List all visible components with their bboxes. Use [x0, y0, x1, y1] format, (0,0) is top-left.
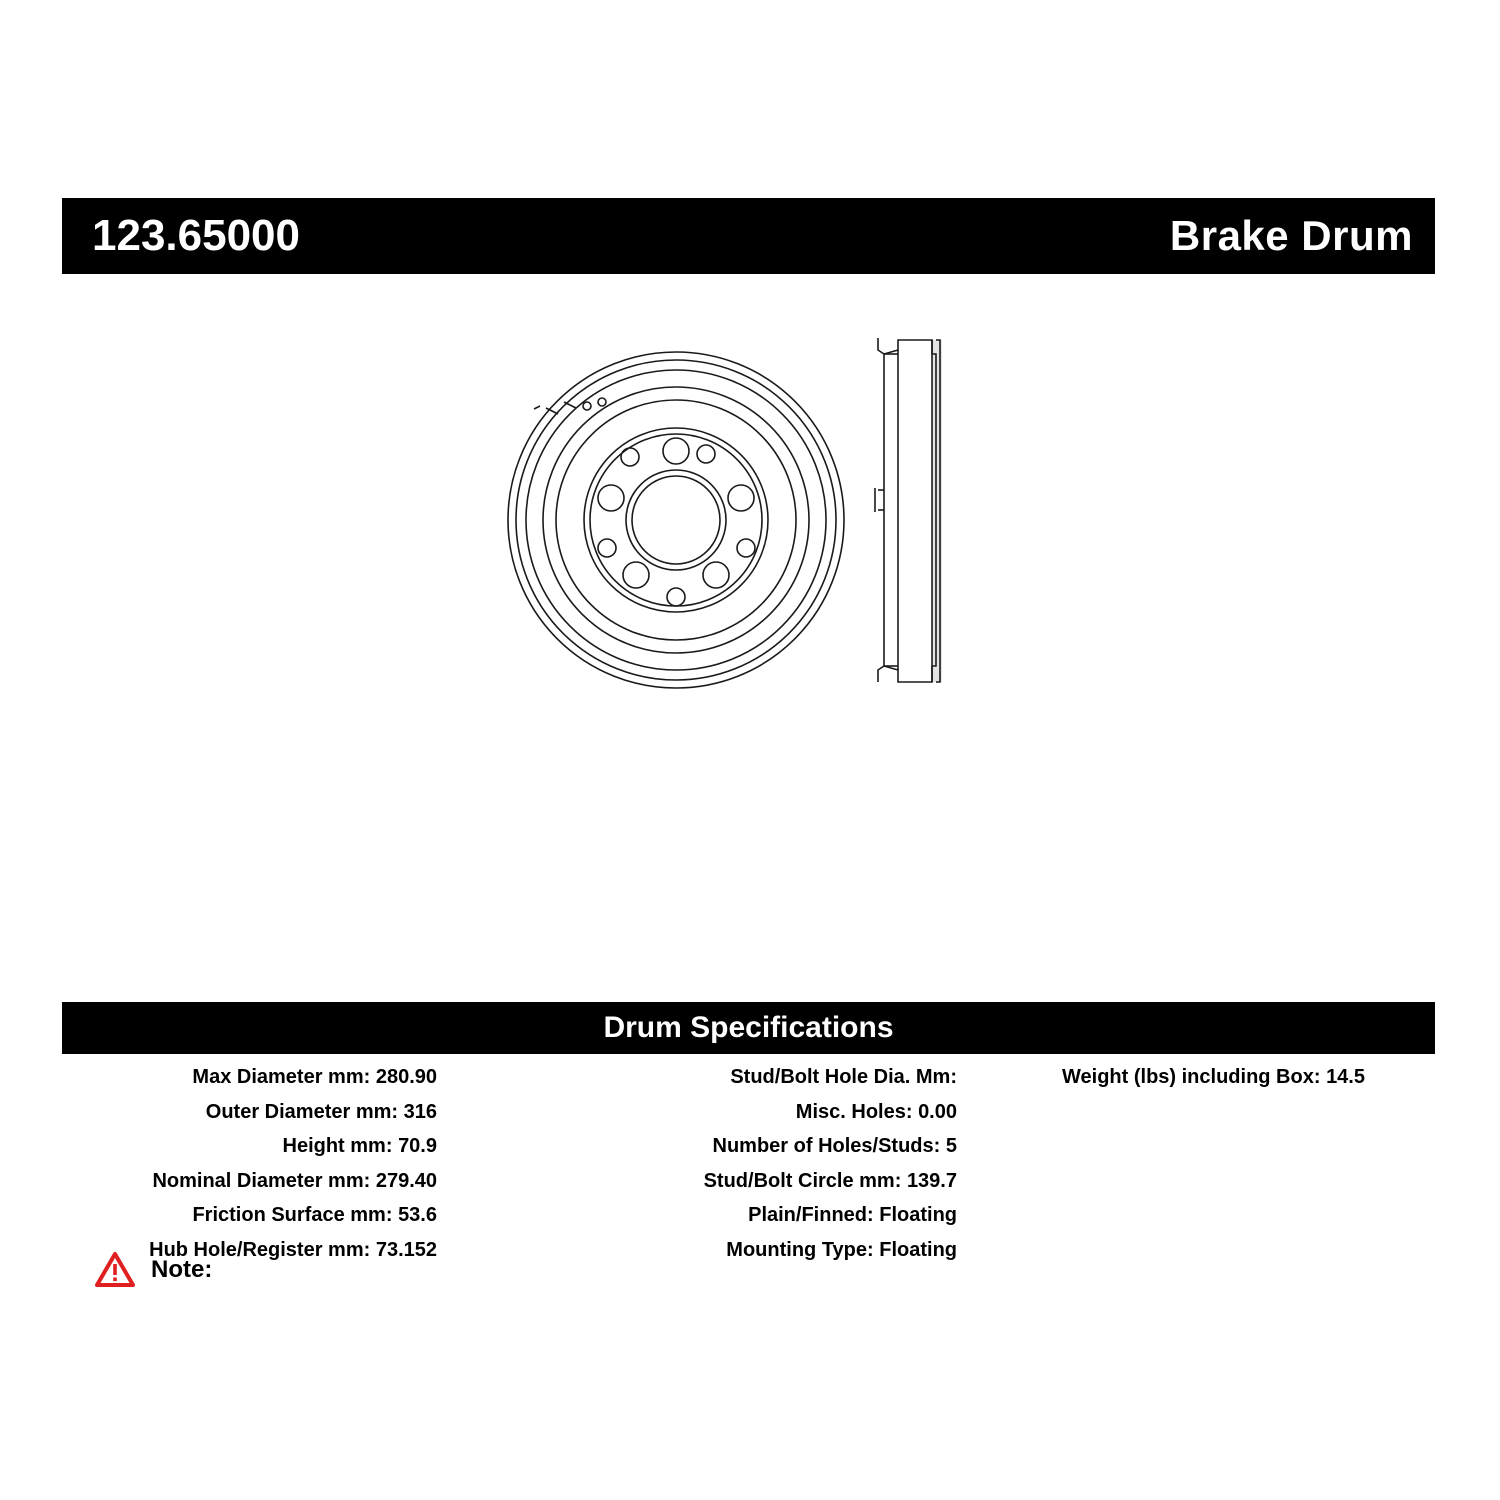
header-bar: [62, 198, 1435, 274]
spec-value: 139.7: [906, 1169, 957, 1192]
spec-value: 0.00: [918, 1100, 957, 1123]
specs-title-bar: [62, 1002, 1435, 1054]
product-illustration: [480, 310, 1040, 730]
spec-row: [502, 1129, 957, 1164]
spec-label: Stud/Bolt Hole Dia. Mm:: [730, 1066, 957, 1088]
spec-label: Hub Hole/Register mm:: [149, 1238, 376, 1261]
hub-hole: [626, 470, 726, 570]
spec-value: 70.9: [398, 1135, 437, 1157]
spec-row: [992, 1060, 1435, 1095]
spec-row: [502, 1198, 957, 1233]
spec-value: 73.152: [375, 1238, 437, 1261]
spec-row: [62, 1198, 437, 1233]
spec-value: 279.40: [375, 1169, 437, 1192]
spec-value: 280.90: [375, 1066, 437, 1088]
warning-triangle-icon-svg: [95, 1252, 135, 1288]
spec-label: Nominal Diameter mm:: [152, 1169, 376, 1192]
spec-row: [62, 1060, 437, 1095]
spec-row: [62, 1095, 437, 1130]
specs-column-1: [62, 1060, 437, 1267]
spec-label: Plain/Finned:: [748, 1204, 880, 1226]
specs-title: Drum Specifications: [603, 1011, 894, 1044]
spec-label: Outer Diameter mm:: [205, 1100, 404, 1123]
spec-row: [502, 1164, 957, 1199]
spec-row: [502, 1233, 957, 1268]
spec-value: Floating: [879, 1238, 957, 1261]
drum-outer-circle: [508, 352, 844, 688]
spec-value: 53.6: [398, 1204, 437, 1226]
spec-value: 316: [403, 1100, 437, 1123]
note-label: Note:: [151, 1256, 213, 1283]
spec-label: Height mm:: [282, 1135, 399, 1157]
brake-drum-drawing: [480, 310, 1040, 730]
spec-value: Floating: [879, 1204, 957, 1226]
specs-column-2: [502, 1060, 957, 1267]
spec-value: 5: [945, 1135, 957, 1157]
page-title: 123.65000: [92, 211, 300, 260]
spec-label: Weight (lbs) including Box:: [1062, 1066, 1327, 1088]
spec-value: 14.5: [1326, 1066, 1365, 1088]
spec-row: [62, 1164, 437, 1199]
warning-triangle-icon: [95, 1252, 135, 1288]
part-type-label: Brake Drum: [1169, 212, 1413, 259]
spec-label: Number of Holes/Studs:: [712, 1135, 946, 1157]
spec-label: Misc. Holes:: [795, 1100, 919, 1123]
specs-body: [62, 1060, 1435, 1260]
specs-column-3: [992, 1060, 1435, 1095]
spec-label: Stud/Bolt Circle mm:: [703, 1169, 907, 1192]
note-row: [95, 1252, 228, 1288]
spec-label: Friction Surface mm:: [192, 1204, 399, 1226]
spec-row: [502, 1060, 957, 1095]
spec-row: [502, 1095, 957, 1130]
spec-label: Mounting Type:: [726, 1238, 880, 1261]
spec-row: [62, 1129, 437, 1164]
spec-label: Max Diameter mm:: [192, 1066, 376, 1088]
